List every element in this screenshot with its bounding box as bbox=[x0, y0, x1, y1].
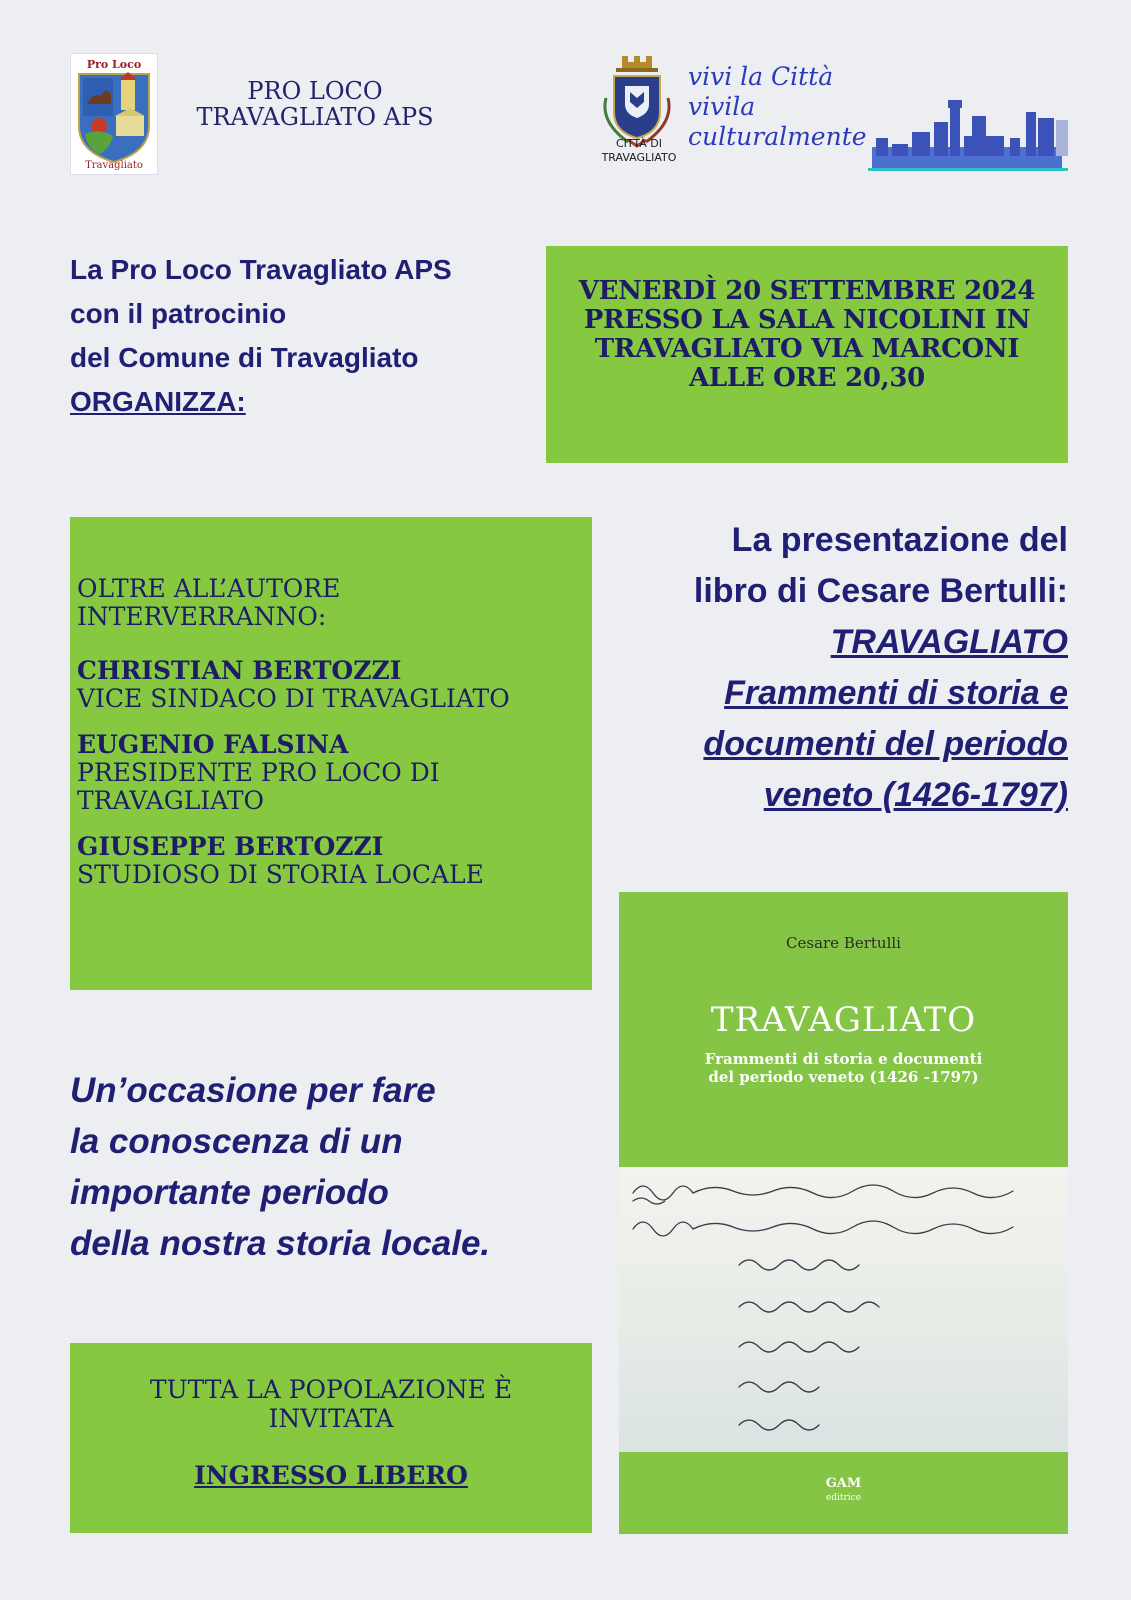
book-cover bbox=[619, 892, 1068, 1534]
publisher-sub: editrice bbox=[825, 1493, 862, 1503]
event-line: TRAVAGLIATO VIA MARCONI bbox=[594, 333, 1020, 364]
invite-text bbox=[90, 1375, 572, 1433]
speaker-name: EUGENIO FALSINA bbox=[77, 730, 349, 759]
book-title-line: veneto (1426-1797) bbox=[763, 776, 1068, 814]
invite-line: INVITATA bbox=[268, 1404, 394, 1433]
intro-line: con il patrocinio bbox=[70, 298, 287, 329]
speaker-role: STUDIOSO DI STORIA LOCALE bbox=[77, 860, 484, 889]
invite-line: TUTTA LA POPOLAZIONE È bbox=[149, 1375, 513, 1404]
event-date-text bbox=[579, 277, 1035, 393]
speaker-role: TRAVAGLIATO bbox=[77, 786, 265, 815]
speaker-name: GIUSEPPE BERTOZZI bbox=[77, 832, 384, 861]
speaker-role: PRESIDENTE PRO LOCO DI bbox=[77, 758, 440, 787]
speaker bbox=[77, 833, 582, 889]
tagline-line: la conoscenza di un bbox=[70, 1122, 403, 1161]
speaker-name: CHRISTIAN BERTOZZI bbox=[77, 656, 402, 685]
speakers-content bbox=[77, 575, 582, 907]
tagline-line: Un’occasione per fare bbox=[70, 1071, 436, 1110]
speakers-intro-line: OLTRE ALL’AUTORE bbox=[77, 574, 341, 603]
invite-box bbox=[70, 1343, 592, 1533]
handwriting-icon bbox=[619, 1167, 1068, 1452]
book-title-line: TRAVAGLIATO bbox=[830, 623, 1068, 661]
tagline-line: importante periodo bbox=[70, 1173, 389, 1212]
city-name bbox=[593, 137, 685, 165]
free-entry-label: INGRESSO LIBERO bbox=[194, 1461, 468, 1490]
book-cover-author: Cesare Bertulli bbox=[786, 934, 901, 952]
book-cover-subtitle-line: del periodo veneto (1426 -1797) bbox=[708, 1068, 979, 1086]
manuscript-image bbox=[619, 1167, 1068, 1452]
slogan-line: vivila bbox=[688, 92, 756, 121]
tagline bbox=[70, 1065, 590, 1269]
book-cover-subtitle bbox=[659, 1050, 1028, 1086]
slogan-line: vivi la Città bbox=[688, 62, 834, 91]
intro-text bbox=[70, 248, 540, 424]
crest-shield-icon bbox=[71, 54, 157, 174]
organization-name bbox=[160, 78, 470, 130]
publisher-name: GAM bbox=[825, 1476, 862, 1491]
presentation-line: La presentazione del bbox=[731, 521, 1068, 559]
organizza-label: ORGANIZZA: bbox=[70, 386, 246, 417]
book-title-line: Frammenti di storia e bbox=[724, 674, 1068, 712]
proloco-logo bbox=[70, 53, 158, 175]
speaker-role: VICE SINDACO DI TRAVAGLIATO bbox=[77, 684, 510, 713]
speakers-intro-line: INTERVERRANNO: bbox=[77, 602, 327, 631]
event-line: VENERDÌ 20 SETTEMBRE 2024 bbox=[578, 275, 1036, 306]
event-line: ALLE ORE 20,30 bbox=[689, 362, 925, 393]
city-name-line: CITTÀ DI bbox=[615, 137, 663, 150]
city-crest-icon bbox=[605, 56, 669, 146]
slogan bbox=[688, 62, 888, 152]
proloco-logo-title: Pro Loco bbox=[86, 58, 142, 71]
book-cover-publisher bbox=[619, 1477, 1068, 1505]
intro-line: La Pro Loco Travagliato APS bbox=[70, 254, 452, 285]
skyline-icon bbox=[868, 100, 1068, 171]
slogan-line: culturalmente bbox=[688, 122, 867, 151]
intro-line: del Comune di Travagliato bbox=[70, 342, 419, 373]
event-date-box bbox=[546, 246, 1068, 463]
city-name-line: TRAVAGLIATO bbox=[601, 151, 677, 164]
speaker bbox=[77, 731, 582, 815]
event-line: PRESSO LA SALA NICOLINI IN bbox=[583, 304, 1031, 335]
organization-name-line: PRO LOCO bbox=[247, 77, 383, 105]
speakers-intro bbox=[77, 575, 582, 631]
book-presentation bbox=[600, 515, 1068, 821]
book-cover-title: TRAVAGLIATO bbox=[710, 1000, 977, 1040]
proloco-logo-town: Travagliato bbox=[85, 160, 143, 171]
book-title-line: documenti del periodo bbox=[703, 725, 1068, 763]
presentation-line: libro di Cesare Bertulli: bbox=[693, 572, 1068, 610]
speaker bbox=[77, 657, 582, 713]
organization-name-line: TRAVAGLIATO APS bbox=[196, 103, 434, 131]
book-cover-subtitle-line: Frammenti di storia e documenti bbox=[704, 1050, 983, 1068]
speakers-box bbox=[70, 517, 592, 990]
tagline-line: della nostra storia locale. bbox=[70, 1224, 491, 1263]
